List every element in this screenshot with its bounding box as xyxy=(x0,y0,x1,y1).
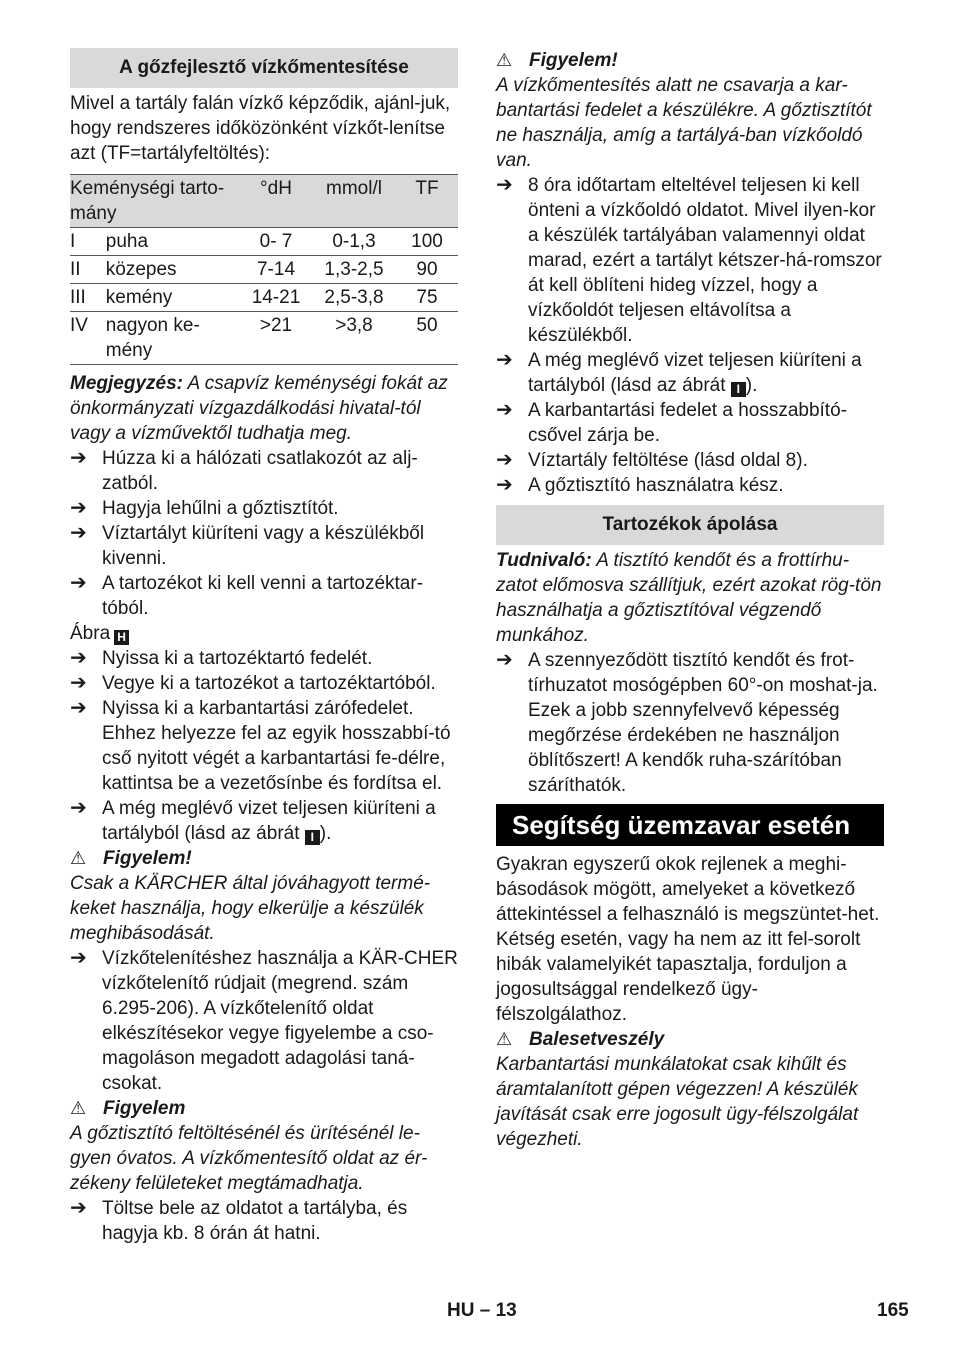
warning-title: Figyelem! xyxy=(529,50,618,71)
warning-triangle-icon: ⚠ xyxy=(70,1098,87,1118)
arrow-right-icon: ➔ xyxy=(496,399,513,421)
footer-language-code: HU – 13 xyxy=(447,1300,517,1321)
note-paragraph xyxy=(70,371,458,446)
list-item xyxy=(496,648,884,798)
step-text: Nyissa ki a karbantartási zárófedelet. Ehhez helyezze fel az egyik hosszabbí-tó cső nyitott végét a karbantartási fe-délre, kattintsa be a vezetősínbe és fordítsa el. xyxy=(102,698,451,794)
danger-text: Karbantartási munkálatokat csak kihűlt és áramtalanított gépen végezzen! A készülék javítását csak erre jogosult ügy-félszolgálat végezheti. xyxy=(496,1054,859,1150)
step-text-start: A még meglévő vizet teljesen kiüríteni a tartályból (lásd az ábrát xyxy=(528,350,862,396)
figure-reference xyxy=(70,621,458,646)
step-text xyxy=(102,796,458,846)
section-heading-accessories: Tartozékok ápolása xyxy=(496,505,884,545)
arrow-right-icon: ➔ xyxy=(70,647,87,669)
arrow-right-icon: ➔ xyxy=(70,947,87,969)
figure-i-icon: I xyxy=(731,382,746,397)
cell-tf: 50 xyxy=(416,315,438,336)
section-heading-descaling: A gőzfejlesztő vízkőmentesítése xyxy=(70,48,458,88)
cell-level: IV xyxy=(70,315,88,336)
arrow-right-icon: ➔ xyxy=(70,697,87,719)
cell-dh: 14-21 xyxy=(251,287,301,308)
cell-name: nagyon ke-mény xyxy=(105,315,200,361)
cell-tf: 100 xyxy=(411,231,443,252)
warning-text: A gőztisztító feltöltésénél és ürítésénél le-gyen óvatos. A vízkőmentesítő oldat az ér-zékeny felületeket megtámadhatja. xyxy=(70,1123,428,1194)
troubleshooting-text: Gyakran egyszerű okok rejlenek a meghi-básodások mögött, amelyeket a következő áttekintéssel a felhasználó is megszüntet-het. Kétség esetén, vagy ha nem az itt fel-sorolt hibák valamelyikét tapasztalja, forduljon a jogosultsággal rendelkező ügy-félszolgálathoz. xyxy=(496,854,880,1025)
cell-level: I xyxy=(70,231,76,252)
warning-triangle-icon: ⚠ xyxy=(70,848,87,868)
list-item xyxy=(70,796,458,846)
hardness-table xyxy=(70,174,458,365)
cell-mmol: 0-1,3 xyxy=(332,231,376,252)
arrow-right-icon: ➔ xyxy=(70,572,87,594)
arrow-right-icon: ➔ xyxy=(70,797,87,819)
warning-text: A vízkőmentesítés alatt ne csavarja a kar-bantartási fedelet a készülékre. A gőztisztítót ne használja, amíg a tartályá-ban vízkőoldó van. xyxy=(496,75,872,171)
header-tf: TF xyxy=(415,178,439,199)
step-text-start: A még meglévő vizet teljesen kiüríteni a tartályból (lásd az ábrát xyxy=(102,798,436,844)
step-text: 8 óra időtartam elteltével teljesen ki kell önteni a vízkőoldó oldatot. Mivel ilyen-kor a készülék tartályában valamennyi oldat marad, ezért a tartályt kétszer-há-romszor át kell öblíteni hideg vízzel, hogy a vízkőoldót teljesen eltávolítsa a készülékből. xyxy=(528,175,882,346)
danger-heading xyxy=(496,1027,884,1052)
cell-name: puha xyxy=(105,231,149,252)
table-row xyxy=(70,228,458,256)
warning-triangle-icon: ⚠ xyxy=(496,50,513,70)
note-text: A tisztító kendőt és a frottírhu-zatot előmosva szállítjuk, ezért azokat rög-tön használhatja a gőztisztítóval végzendő munkához. xyxy=(496,550,882,646)
step-text-end: ). xyxy=(319,823,332,844)
step-text: Húzza ki a hálózati csatlakozót az alj-zatból. xyxy=(102,448,418,494)
list-item xyxy=(496,448,884,473)
cell-tf: 75 xyxy=(416,287,438,308)
arrow-right-icon: ➔ xyxy=(70,1197,87,1219)
list-item xyxy=(70,696,458,796)
warning-text: Csak a KÄRCHER által jóváhagyott termé-keket használja, hogy elkerülje a készülék meghibásodását. xyxy=(70,873,431,944)
table-row xyxy=(70,284,458,312)
warning-title: Figyelem! xyxy=(103,848,192,869)
step-text: A tartozékot ki kell venni a tartozéktar-tóból. xyxy=(102,573,424,619)
cell-name: közepes xyxy=(105,259,177,280)
cell-mmol: 1,3-2,5 xyxy=(324,259,384,280)
cell-dh: >21 xyxy=(259,315,293,336)
list-item xyxy=(496,398,884,448)
warning-triangle-icon: ⚠ xyxy=(496,1029,513,1049)
left-column xyxy=(70,48,458,1246)
warning-heading xyxy=(70,846,458,871)
header-dh: °dH xyxy=(260,178,292,199)
arrow-right-icon: ➔ xyxy=(70,497,87,519)
table-row xyxy=(70,312,458,365)
note-label: Megjegyzés: xyxy=(70,373,183,394)
step-text: A karbantartási fedelet a hosszabbító-csővel zárja be. xyxy=(528,400,847,446)
warning-heading xyxy=(496,48,884,73)
list-item xyxy=(496,348,884,398)
arrow-right-icon: ➔ xyxy=(496,449,513,471)
list-item xyxy=(70,496,458,521)
section-heading-troubleshooting: Segítség üzemzavar esetén xyxy=(496,804,884,846)
arrow-right-icon: ➔ xyxy=(496,474,513,496)
cell-dh: 7-14 xyxy=(256,259,296,280)
cell-tf: 90 xyxy=(416,259,438,280)
list-item xyxy=(70,571,458,621)
cell-name: kemény xyxy=(105,287,173,308)
cell-mmol: 2,5-3,8 xyxy=(324,287,384,308)
header-hardness: Keménységi tarto-mány xyxy=(70,178,225,224)
cell-mmol: >3,8 xyxy=(335,315,373,336)
step-text: Nyissa ki a tartozéktartó fedelét. xyxy=(102,648,373,669)
step-text: A szennyeződött tisztító kendőt és frot-tírhuzatot mosógépben 60°-on moshat-ja. Ezek a jobb szennyfelvevő képesség megőrzése érdekében ne használjon öblítőszert! A kendők ruha-szárítóban száríthatók. xyxy=(528,650,878,796)
arrow-right-icon: ➔ xyxy=(70,672,87,694)
table-header-row xyxy=(70,175,458,228)
list-item xyxy=(70,646,458,671)
note-label: Tudnivaló: xyxy=(496,550,592,571)
accessory-note xyxy=(496,548,884,648)
list-item xyxy=(70,521,458,571)
list-item xyxy=(70,446,458,496)
list-item xyxy=(70,946,458,1096)
list-item xyxy=(70,671,458,696)
step-text: A gőztisztító használatra kész. xyxy=(528,475,784,496)
step-text: Víztartály feltöltése (lásd oldal 8). xyxy=(528,450,808,471)
step-text-end: ). xyxy=(745,375,758,396)
intro-text: Mivel a tartály falán vízkő képződik, ajánl-juk, hogy rendszeres időközönként vízkőt-lenítse azt (TF=tartályfeltöltés): xyxy=(70,93,451,164)
cell-dh: 0- 7 xyxy=(259,231,293,252)
step-text: Vízkőtelenítéshez használja a KÄR-CHER vízkőtelenítő rúdjait (megrend. szám 6.295-206). A vízkőtelenítő oldat elkészítésekor vegye figyelembe a cso-magoláson megadott adagolási taná-csokat. xyxy=(102,948,458,1094)
arrow-right-icon: ➔ xyxy=(70,522,87,544)
warning-heading xyxy=(70,1096,458,1121)
step-text: Vegye ki a tartozékot a tartozéktartóból. xyxy=(102,673,436,694)
figure-i-icon: I xyxy=(305,830,320,845)
table-row xyxy=(70,256,458,284)
list-item xyxy=(496,473,884,498)
step-text: Hagyja lehűlni a gőztisztítót. xyxy=(102,498,339,519)
list-item xyxy=(70,1196,458,1246)
cell-level: II xyxy=(70,259,81,280)
header-mmol: mmol/l xyxy=(326,178,382,199)
arrow-right-icon: ➔ xyxy=(496,649,513,671)
figure-label: Ábra xyxy=(70,623,111,644)
arrow-right-icon: ➔ xyxy=(70,447,87,469)
arrow-right-icon: ➔ xyxy=(496,174,513,196)
arrow-right-icon: ➔ xyxy=(496,349,513,371)
step-text: Víztartályt kiüríteni vagy a készülékből kivenni. xyxy=(102,523,425,569)
right-column xyxy=(496,48,884,1152)
note-text: A csapvíz keménységi fokát az önkormányzati vízgazdálkodási hivatal-tól vagy a vízművektől tudhatja meg. xyxy=(70,373,448,444)
page-number: 165 xyxy=(877,1300,909,1321)
danger-title: Balesetveszély xyxy=(529,1029,665,1050)
list-item xyxy=(496,173,884,348)
step-text xyxy=(528,348,884,398)
cell-level: III xyxy=(70,287,86,308)
figure-h-icon: H xyxy=(114,630,129,645)
warning-title: Figyelem xyxy=(103,1098,186,1119)
step-text: Töltse bele az oldatot a tartályba, és hagyja kb. 8 órán át hatni. xyxy=(102,1198,408,1244)
